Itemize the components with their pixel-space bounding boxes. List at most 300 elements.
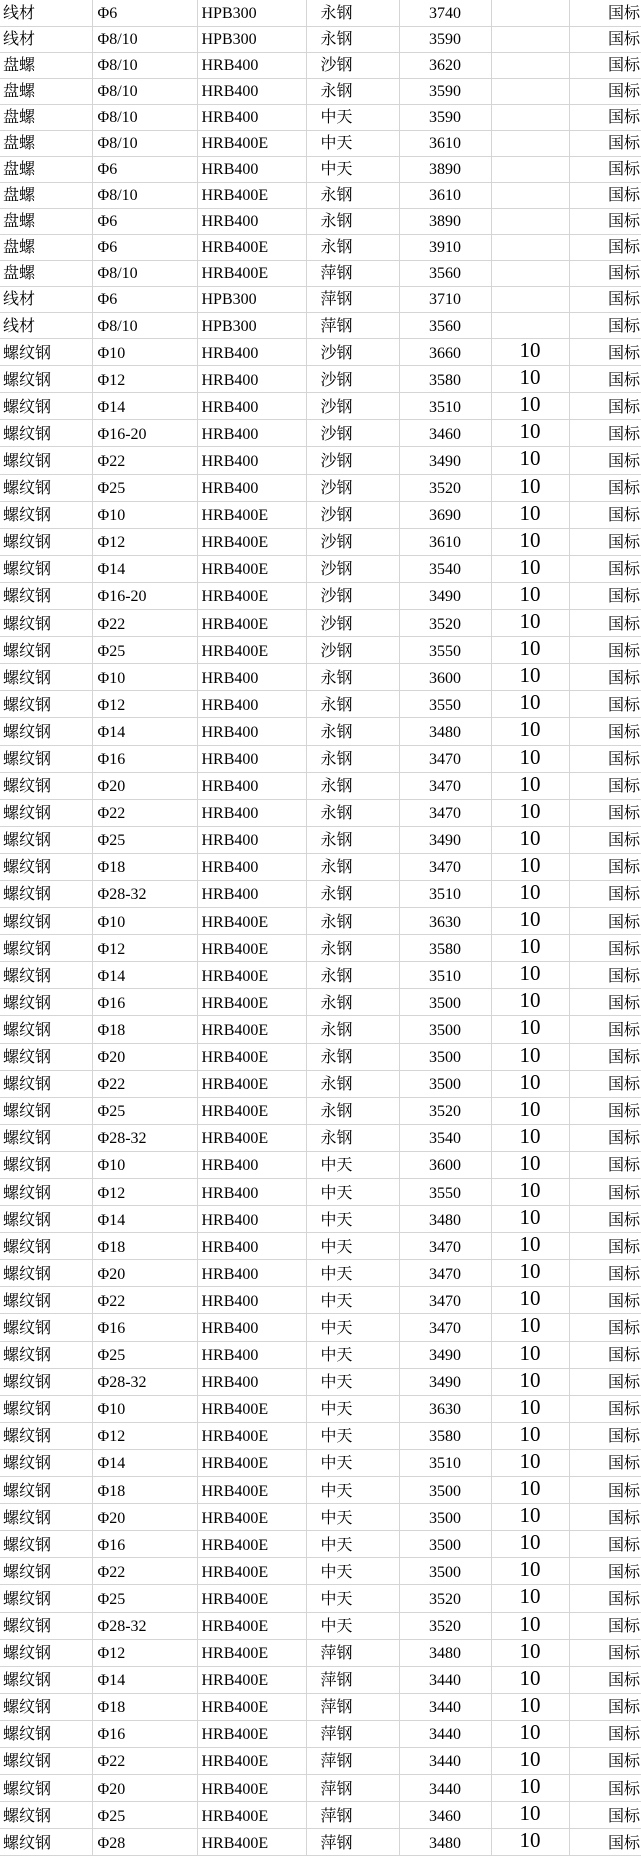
cell-note[interactable]: 国标	[569, 989, 641, 1016]
cell-grade[interactable]: HRB400E	[197, 234, 306, 260]
cell-spec[interactable]: Φ22	[92, 1287, 197, 1314]
cell-product[interactable]: 螺纹钢	[0, 718, 92, 745]
cell-note[interactable]: 国标	[569, 1666, 641, 1693]
cell-product[interactable]: 螺纹钢	[0, 528, 92, 555]
cell-product[interactable]: 螺纹钢	[0, 1666, 92, 1693]
cell-number[interactable]: 10	[491, 799, 569, 826]
cell-note[interactable]: 国标	[569, 718, 641, 745]
cell-price[interactable]: 3580	[399, 935, 491, 962]
cell-grade[interactable]: HRB400	[197, 745, 306, 772]
cell-number[interactable]: 10	[491, 718, 569, 745]
cell-spec[interactable]: Φ14	[92, 962, 197, 989]
cell-number[interactable]: 10	[491, 1639, 569, 1666]
cell-number[interactable]: 10	[491, 1449, 569, 1476]
cell-number[interactable]: 10	[491, 1260, 569, 1287]
cell-spec[interactable]: Φ20	[92, 772, 197, 799]
cell-price[interactable]: 3520	[399, 1612, 491, 1639]
cell-product[interactable]: 螺纹钢	[0, 393, 92, 420]
cell-grade[interactable]: HRB400	[197, 718, 306, 745]
cell-grade[interactable]: HRB400	[197, 826, 306, 853]
cell-product[interactable]: 螺纹钢	[0, 1395, 92, 1422]
cell-mill[interactable]: 永钢	[306, 691, 399, 718]
cell-spec[interactable]: Φ22	[92, 1747, 197, 1774]
cell-price[interactable]: 3470	[399, 799, 491, 826]
cell-spec[interactable]: Φ10	[92, 339, 197, 366]
cell-note[interactable]: 国标	[569, 1124, 641, 1151]
cell-number[interactable]	[491, 52, 569, 78]
cell-spec[interactable]: Φ6	[92, 156, 197, 182]
cell-number[interactable]: 10	[491, 1693, 569, 1720]
cell-grade[interactable]: HRB400	[197, 1368, 306, 1395]
cell-price[interactable]: 3490	[399, 1368, 491, 1395]
cell-mill[interactable]: 萍钢	[306, 260, 399, 286]
cell-product[interactable]: 螺纹钢	[0, 1233, 92, 1260]
cell-note[interactable]: 国标	[569, 1097, 641, 1124]
cell-number[interactable]: 10	[491, 1395, 569, 1422]
cell-note[interactable]: 国标	[569, 1693, 641, 1720]
cell-number[interactable]: 10	[491, 1422, 569, 1449]
cell-product[interactable]: 螺纹钢	[0, 1368, 92, 1395]
cell-note[interactable]: 国标	[569, 1585, 641, 1612]
cell-note[interactable]: 国标	[569, 420, 641, 447]
cell-note[interactable]: 国标	[569, 0, 641, 26]
cell-number[interactable]: 10	[491, 339, 569, 366]
cell-spec[interactable]: Φ20	[92, 1260, 197, 1287]
cell-product[interactable]: 螺纹钢	[0, 962, 92, 989]
cell-spec[interactable]: Φ12	[92, 528, 197, 555]
cell-spec[interactable]: Φ22	[92, 799, 197, 826]
cell-grade[interactable]: HRB400E	[197, 1531, 306, 1558]
cell-grade[interactable]: HRB400	[197, 393, 306, 420]
cell-number[interactable]: 10	[491, 528, 569, 555]
cell-number[interactable]: 10	[491, 1206, 569, 1233]
cell-number[interactable]	[491, 182, 569, 208]
cell-product[interactable]: 螺纹钢	[0, 1151, 92, 1178]
cell-grade[interactable]: HRB400E	[197, 1802, 306, 1829]
cell-mill[interactable]: 沙钢	[306, 555, 399, 582]
cell-spec[interactable]: Φ6	[92, 287, 197, 313]
cell-spec[interactable]: Φ6	[92, 234, 197, 260]
cell-note[interactable]: 国标	[569, 935, 641, 962]
cell-note[interactable]: 国标	[569, 1477, 641, 1504]
cell-price[interactable]: 3480	[399, 718, 491, 745]
cell-number[interactable]: 10	[491, 1829, 569, 1856]
cell-grade[interactable]: HRB400	[197, 156, 306, 182]
cell-note[interactable]: 国标	[569, 1070, 641, 1097]
cell-mill[interactable]: 中天	[306, 1422, 399, 1449]
cell-note[interactable]: 国标	[569, 826, 641, 853]
cell-grade[interactable]: HRB400	[197, 664, 306, 691]
cell-spec[interactable]: Φ20	[92, 1775, 197, 1802]
cell-price[interactable]: 3890	[399, 156, 491, 182]
cell-spec[interactable]: Φ16-20	[92, 420, 197, 447]
cell-product[interactable]: 螺纹钢	[0, 582, 92, 609]
cell-number[interactable]: 10	[491, 1666, 569, 1693]
cell-mill[interactable]: 中天	[306, 1206, 399, 1233]
cell-note[interactable]: 国标	[569, 260, 641, 286]
cell-mill[interactable]: 沙钢	[306, 52, 399, 78]
cell-number[interactable]: 10	[491, 1504, 569, 1531]
cell-note[interactable]: 国标	[569, 908, 641, 935]
cell-product[interactable]: 螺纹钢	[0, 1585, 92, 1612]
cell-mill[interactable]: 中天	[306, 1287, 399, 1314]
cell-product[interactable]: 螺纹钢	[0, 1422, 92, 1449]
cell-grade[interactable]: HRB400E	[197, 935, 306, 962]
cell-product[interactable]: 螺纹钢	[0, 501, 92, 528]
cell-price[interactable]: 3510	[399, 962, 491, 989]
cell-mill[interactable]: 中天	[306, 1395, 399, 1422]
cell-note[interactable]: 国标	[569, 208, 641, 234]
cell-product[interactable]: 盘螺	[0, 130, 92, 156]
cell-mill[interactable]: 沙钢	[306, 528, 399, 555]
cell-product[interactable]: 螺纹钢	[0, 366, 92, 393]
cell-grade[interactable]: HRB400	[197, 772, 306, 799]
cell-note[interactable]: 国标	[569, 610, 641, 637]
cell-number[interactable]: 10	[491, 1151, 569, 1178]
cell-mill[interactable]: 中天	[306, 1504, 399, 1531]
cell-mill[interactable]: 永钢	[306, 962, 399, 989]
cell-product[interactable]: 螺纹钢	[0, 880, 92, 907]
cell-note[interactable]: 国标	[569, 962, 641, 989]
cell-price[interactable]: 3480	[399, 1829, 491, 1856]
cell-mill[interactable]: 萍钢	[306, 1720, 399, 1747]
cell-mill[interactable]: 萍钢	[306, 287, 399, 313]
cell-note[interactable]: 国标	[569, 1016, 641, 1043]
cell-note[interactable]: 国标	[569, 1558, 641, 1585]
cell-price[interactable]: 3610	[399, 182, 491, 208]
cell-price[interactable]: 3690	[399, 501, 491, 528]
cell-number[interactable]: 10	[491, 1531, 569, 1558]
cell-spec[interactable]: Φ12	[92, 691, 197, 718]
cell-price[interactable]: 3510	[399, 393, 491, 420]
cell-spec[interactable]: Φ12	[92, 1639, 197, 1666]
cell-grade[interactable]: HRB400E	[197, 1070, 306, 1097]
cell-mill[interactable]: 永钢	[306, 718, 399, 745]
cell-product[interactable]: 螺纹钢	[0, 664, 92, 691]
cell-price[interactable]: 3490	[399, 582, 491, 609]
cell-spec[interactable]: Φ28-32	[92, 1124, 197, 1151]
cell-product[interactable]: 螺纹钢	[0, 1314, 92, 1341]
cell-number[interactable]: 10	[491, 935, 569, 962]
cell-spec[interactable]: Φ14	[92, 1206, 197, 1233]
cell-note[interactable]: 国标	[569, 1422, 641, 1449]
cell-note[interactable]: 国标	[569, 1612, 641, 1639]
cell-grade[interactable]: HRB400	[197, 880, 306, 907]
cell-note[interactable]: 国标	[569, 1233, 641, 1260]
cell-grade[interactable]: HRB400E	[197, 908, 306, 935]
cell-mill[interactable]: 沙钢	[306, 474, 399, 501]
cell-number[interactable]: 10	[491, 962, 569, 989]
cell-grade[interactable]: HRB400	[197, 1151, 306, 1178]
cell-spec[interactable]: Φ10	[92, 1151, 197, 1178]
cell-grade[interactable]: HRB400E	[197, 260, 306, 286]
cell-grade[interactable]: HRB400	[197, 78, 306, 104]
cell-spec[interactable]: Φ22	[92, 447, 197, 474]
cell-product[interactable]: 螺纹钢	[0, 1504, 92, 1531]
cell-note[interactable]: 国标	[569, 1206, 641, 1233]
cell-product[interactable]: 盘螺	[0, 208, 92, 234]
cell-number[interactable]: 10	[491, 582, 569, 609]
cell-grade[interactable]: HRB400	[197, 447, 306, 474]
cell-mill[interactable]: 永钢	[306, 989, 399, 1016]
cell-note[interactable]: 国标	[569, 880, 641, 907]
cell-spec[interactable]: Φ14	[92, 1666, 197, 1693]
cell-grade[interactable]: HRB400E	[197, 1612, 306, 1639]
cell-number[interactable]: 10	[491, 637, 569, 664]
cell-product[interactable]: 螺纹钢	[0, 935, 92, 962]
cell-grade[interactable]: HRB400E	[197, 1829, 306, 1856]
cell-mill[interactable]: 中天	[306, 1558, 399, 1585]
cell-grade[interactable]: HRB400E	[197, 1747, 306, 1774]
cell-number[interactable]: 10	[491, 1124, 569, 1151]
cell-price[interactable]: 3440	[399, 1666, 491, 1693]
cell-price[interactable]: 3510	[399, 1449, 491, 1476]
cell-number[interactable]	[491, 104, 569, 130]
cell-product[interactable]: 螺纹钢	[0, 1179, 92, 1206]
cell-grade[interactable]: HPB300	[197, 26, 306, 52]
cell-mill[interactable]: 沙钢	[306, 366, 399, 393]
cell-product[interactable]: 螺纹钢	[0, 1639, 92, 1666]
cell-number[interactable]: 10	[491, 447, 569, 474]
cell-price[interactable]: 3440	[399, 1693, 491, 1720]
cell-spec[interactable]: Φ10	[92, 501, 197, 528]
cell-number[interactable]	[491, 287, 569, 313]
cell-grade[interactable]: HRB400	[197, 104, 306, 130]
cell-grade[interactable]: HRB400E	[197, 582, 306, 609]
cell-price[interactable]: 3710	[399, 287, 491, 313]
cell-mill[interactable]: 永钢	[306, 26, 399, 52]
cell-mill[interactable]: 永钢	[306, 234, 399, 260]
cell-product[interactable]: 螺纹钢	[0, 1612, 92, 1639]
cell-price[interactable]: 3580	[399, 366, 491, 393]
cell-spec[interactable]: Φ22	[92, 1070, 197, 1097]
cell-grade[interactable]: HRB400	[197, 1179, 306, 1206]
cell-spec[interactable]: Φ28-32	[92, 1368, 197, 1395]
cell-spec[interactable]: Φ8/10	[92, 182, 197, 208]
cell-mill[interactable]: 沙钢	[306, 582, 399, 609]
cell-grade[interactable]: HRB400E	[197, 1720, 306, 1747]
cell-number[interactable]: 10	[491, 989, 569, 1016]
cell-number[interactable]: 10	[491, 555, 569, 582]
cell-spec[interactable]: Φ22	[92, 1558, 197, 1585]
cell-number[interactable]: 10	[491, 908, 569, 935]
cell-note[interactable]: 国标	[569, 474, 641, 501]
cell-spec[interactable]: Φ10	[92, 1395, 197, 1422]
cell-mill[interactable]: 永钢	[306, 853, 399, 880]
cell-product[interactable]: 螺纹钢	[0, 447, 92, 474]
cell-number[interactable]	[491, 313, 569, 339]
cell-number[interactable]: 10	[491, 393, 569, 420]
cell-product[interactable]: 螺纹钢	[0, 1449, 92, 1476]
cell-spec[interactable]: Φ25	[92, 474, 197, 501]
cell-mill[interactable]: 中天	[306, 104, 399, 130]
cell-spec[interactable]: Φ12	[92, 935, 197, 962]
cell-note[interactable]: 国标	[569, 1314, 641, 1341]
cell-mill[interactable]: 永钢	[306, 78, 399, 104]
cell-spec[interactable]: Φ16	[92, 745, 197, 772]
cell-number[interactable]: 10	[491, 420, 569, 447]
cell-product[interactable]: 螺纹钢	[0, 1260, 92, 1287]
cell-product[interactable]: 盘螺	[0, 260, 92, 286]
cell-grade[interactable]: HRB400E	[197, 555, 306, 582]
cell-grade[interactable]: HRB400	[197, 339, 306, 366]
cell-number[interactable]	[491, 130, 569, 156]
cell-note[interactable]: 国标	[569, 637, 641, 664]
cell-product[interactable]: 螺纹钢	[0, 1693, 92, 1720]
cell-mill[interactable]: 沙钢	[306, 420, 399, 447]
cell-grade[interactable]: HRB400	[197, 1260, 306, 1287]
cell-note[interactable]: 国标	[569, 1802, 641, 1829]
cell-spec[interactable]: Φ28-32	[92, 880, 197, 907]
cell-spec[interactable]: Φ8/10	[92, 78, 197, 104]
cell-product[interactable]: 盘螺	[0, 182, 92, 208]
cell-spec[interactable]: Φ6	[92, 208, 197, 234]
cell-number[interactable]: 10	[491, 1233, 569, 1260]
cell-note[interactable]: 国标	[569, 393, 641, 420]
cell-note[interactable]: 国标	[569, 26, 641, 52]
cell-product[interactable]: 螺纹钢	[0, 1829, 92, 1856]
cell-price[interactable]: 3580	[399, 1422, 491, 1449]
cell-price[interactable]: 3540	[399, 1124, 491, 1151]
cell-product[interactable]: 螺纹钢	[0, 1720, 92, 1747]
cell-mill[interactable]: 永钢	[306, 664, 399, 691]
cell-price[interactable]: 3470	[399, 1233, 491, 1260]
cell-mill[interactable]: 沙钢	[306, 447, 399, 474]
cell-price[interactable]: 3540	[399, 555, 491, 582]
cell-price[interactable]: 3500	[399, 1070, 491, 1097]
cell-spec[interactable]: Φ8/10	[92, 313, 197, 339]
cell-number[interactable]	[491, 26, 569, 52]
cell-grade[interactable]: HPB300	[197, 313, 306, 339]
cell-grade[interactable]: HRB400E	[197, 1124, 306, 1151]
cell-grade[interactable]: HRB400	[197, 474, 306, 501]
cell-number[interactable]: 10	[491, 1043, 569, 1070]
cell-product[interactable]: 螺纹钢	[0, 339, 92, 366]
cell-spec[interactable]: Φ16	[92, 989, 197, 1016]
cell-number[interactable]	[491, 78, 569, 104]
cell-price[interactable]: 3490	[399, 447, 491, 474]
cell-grade[interactable]: HRB400	[197, 691, 306, 718]
cell-product[interactable]: 螺纹钢	[0, 1802, 92, 1829]
cell-spec[interactable]: Φ25	[92, 1097, 197, 1124]
cell-price[interactable]: 3510	[399, 880, 491, 907]
cell-number[interactable]: 10	[491, 1287, 569, 1314]
cell-price[interactable]: 3490	[399, 1341, 491, 1368]
cell-mill[interactable]: 永钢	[306, 772, 399, 799]
cell-grade[interactable]: HRB400	[197, 853, 306, 880]
cell-price[interactable]: 3520	[399, 1585, 491, 1612]
cell-price[interactable]: 3500	[399, 1504, 491, 1531]
cell-note[interactable]: 国标	[569, 1151, 641, 1178]
cell-number[interactable]	[491, 156, 569, 182]
cell-mill[interactable]: 沙钢	[306, 610, 399, 637]
cell-note[interactable]: 国标	[569, 447, 641, 474]
cell-grade[interactable]: HRB400	[197, 208, 306, 234]
cell-mill[interactable]: 中天	[306, 1341, 399, 1368]
cell-spec[interactable]: Φ28-32	[92, 1612, 197, 1639]
cell-product[interactable]: 螺纹钢	[0, 908, 92, 935]
cell-price[interactable]: 3560	[399, 313, 491, 339]
cell-grade[interactable]: HRB400	[197, 1233, 306, 1260]
cell-grade[interactable]: HRB400E	[197, 1504, 306, 1531]
cell-number[interactable]: 10	[491, 1802, 569, 1829]
cell-grade[interactable]: HRB400E	[197, 1585, 306, 1612]
cell-grade[interactable]: HRB400E	[197, 1395, 306, 1422]
cell-mill[interactable]: 中天	[306, 1314, 399, 1341]
cell-product[interactable]: 螺纹钢	[0, 1097, 92, 1124]
cell-note[interactable]: 国标	[569, 1395, 641, 1422]
cell-spec[interactable]: Φ16-20	[92, 582, 197, 609]
cell-mill[interactable]: 萍钢	[306, 313, 399, 339]
cell-mill[interactable]: 永钢	[306, 1016, 399, 1043]
cell-price[interactable]: 3470	[399, 1287, 491, 1314]
cell-mill[interactable]: 永钢	[306, 182, 399, 208]
cell-grade[interactable]: HRB400	[197, 1206, 306, 1233]
cell-note[interactable]: 国标	[569, 234, 641, 260]
cell-note[interactable]: 国标	[569, 1341, 641, 1368]
cell-spec[interactable]: Φ18	[92, 1477, 197, 1504]
cell-grade[interactable]: HRB400E	[197, 1666, 306, 1693]
cell-grade[interactable]: HPB300	[197, 0, 306, 26]
cell-note[interactable]: 国标	[569, 528, 641, 555]
cell-note[interactable]: 国标	[569, 1260, 641, 1287]
cell-product[interactable]: 螺纹钢	[0, 826, 92, 853]
cell-price[interactable]: 3600	[399, 1151, 491, 1178]
cell-mill[interactable]: 永钢	[306, 1070, 399, 1097]
cell-note[interactable]: 国标	[569, 853, 641, 880]
cell-price[interactable]: 3480	[399, 1206, 491, 1233]
cell-spec[interactable]: Φ8/10	[92, 130, 197, 156]
cell-number[interactable]: 10	[491, 826, 569, 853]
cell-spec[interactable]: Φ12	[92, 1422, 197, 1449]
cell-price[interactable]: 3620	[399, 52, 491, 78]
cell-spec[interactable]: Φ22	[92, 610, 197, 637]
cell-price[interactable]: 3470	[399, 1314, 491, 1341]
cell-note[interactable]: 国标	[569, 1043, 641, 1070]
cell-price[interactable]: 3910	[399, 234, 491, 260]
cell-number[interactable]: 10	[491, 745, 569, 772]
cell-spec[interactable]: Φ25	[92, 826, 197, 853]
cell-spec[interactable]: Φ14	[92, 393, 197, 420]
cell-product[interactable]: 螺纹钢	[0, 474, 92, 501]
cell-price[interactable]: 3550	[399, 691, 491, 718]
cell-product[interactable]: 螺纹钢	[0, 1747, 92, 1774]
cell-price[interactable]: 3490	[399, 826, 491, 853]
cell-mill[interactable]: 中天	[306, 1531, 399, 1558]
cell-spec[interactable]: Φ12	[92, 1179, 197, 1206]
cell-mill[interactable]: 永钢	[306, 880, 399, 907]
cell-spec[interactable]: Φ28	[92, 1829, 197, 1856]
cell-price[interactable]: 3520	[399, 610, 491, 637]
cell-price[interactable]: 3480	[399, 1639, 491, 1666]
cell-spec[interactable]: Φ10	[92, 908, 197, 935]
cell-number[interactable]	[491, 234, 569, 260]
cell-price[interactable]: 3520	[399, 474, 491, 501]
cell-product[interactable]: 螺纹钢	[0, 691, 92, 718]
cell-number[interactable]: 10	[491, 853, 569, 880]
cell-price[interactable]: 3440	[399, 1747, 491, 1774]
cell-spec[interactable]: Φ8/10	[92, 52, 197, 78]
cell-grade[interactable]: HRB400	[197, 366, 306, 393]
cell-grade[interactable]: HRB400	[197, 420, 306, 447]
cell-number[interactable]	[491, 208, 569, 234]
cell-spec[interactable]: Φ18	[92, 1016, 197, 1043]
cell-number[interactable]: 10	[491, 1070, 569, 1097]
cell-price[interactable]: 3500	[399, 1558, 491, 1585]
cell-grade[interactable]: HRB400E	[197, 610, 306, 637]
cell-note[interactable]: 国标	[569, 1775, 641, 1802]
cell-note[interactable]: 国标	[569, 339, 641, 366]
